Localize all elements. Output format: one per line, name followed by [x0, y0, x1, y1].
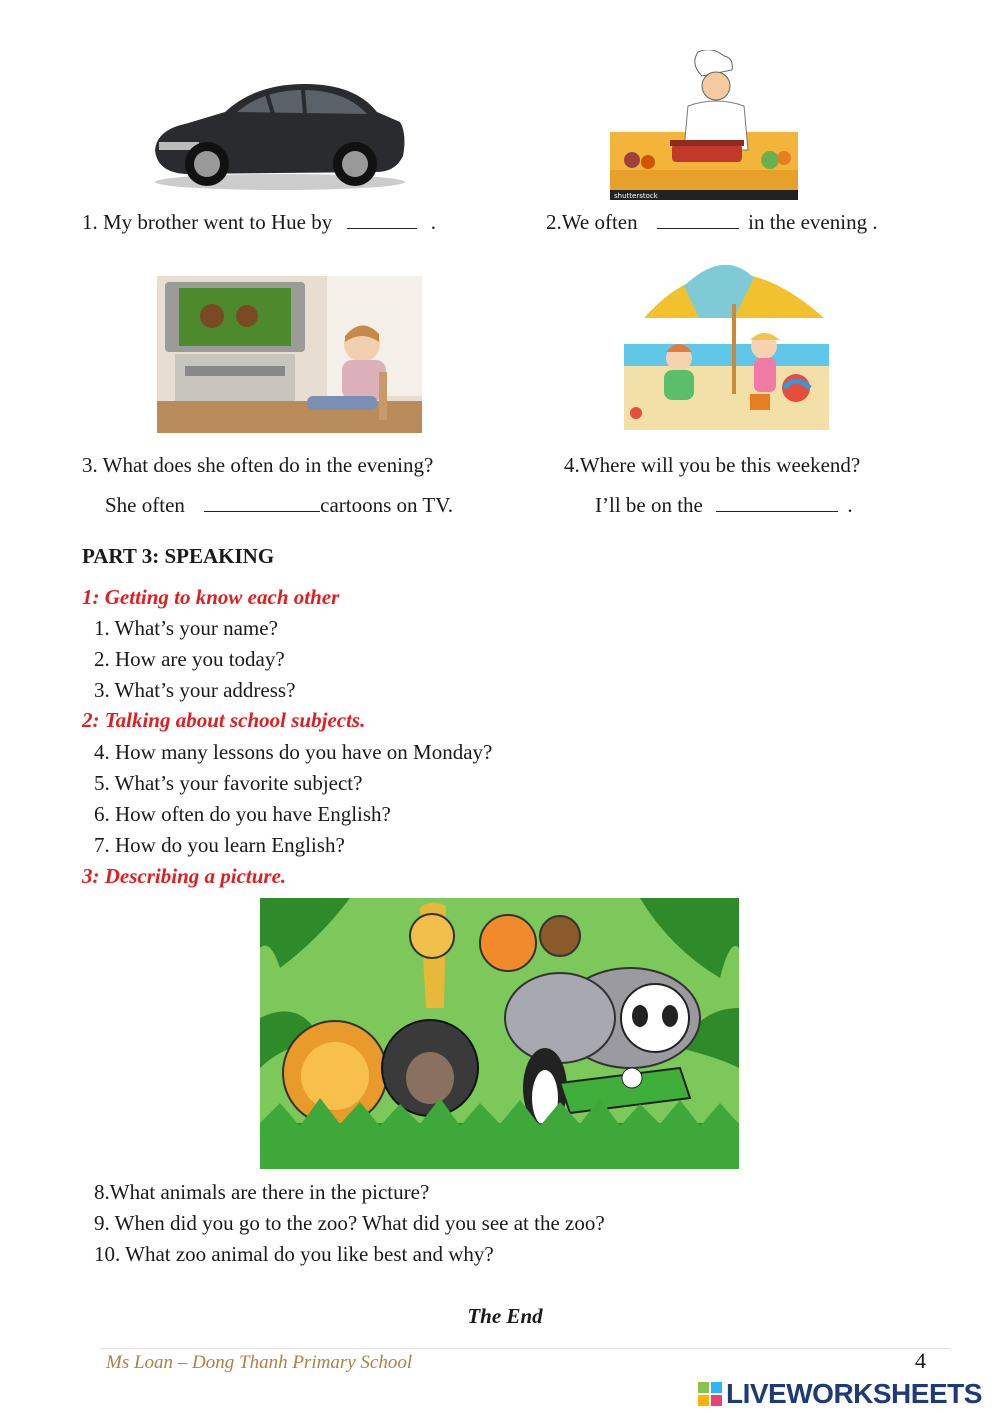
speaking-question-1: 1. What’s your name?	[94, 616, 278, 640]
speaking-question-2: 2. How are you today?	[94, 647, 285, 671]
question-3: 3. What does she often do in the evening?	[82, 453, 434, 477]
chef-cooking-picture	[610, 50, 798, 200]
answer-blank-3[interactable]	[204, 493, 320, 512]
question-2: 2.We often in the evening .	[546, 210, 878, 234]
speaking-question-5: 5. What’s your favorite subject?	[94, 771, 363, 795]
speaking-question-6: 6. How often do you have English?	[94, 802, 391, 826]
beach-picture	[624, 248, 829, 430]
speaking-question-10: 10. What zoo animal do you like best and why?	[94, 1242, 494, 1266]
answer-blank-2[interactable]	[657, 210, 739, 229]
answer-4: I’ll be on the .	[595, 493, 853, 517]
answer-blank-1[interactable]	[347, 210, 417, 229]
question-4: 4.Where will you be this weekend?	[564, 453, 861, 477]
liveworksheets-icon	[698, 1382, 722, 1406]
speaking-question-9: 9. When did you go to the zoo? What did you see at the zoo?	[94, 1211, 605, 1235]
liveworksheets-logo[interactable]	[698, 1378, 982, 1410]
section-2-title: 2: Talking about school subjects.	[82, 708, 366, 732]
zoo-animals-picture	[260, 898, 739, 1169]
end-text: The End	[467, 1304, 543, 1328]
child-watching-tv-picture	[157, 276, 422, 433]
speaking-question-7: 7. How do you learn English?	[94, 833, 345, 857]
car-picture	[145, 72, 410, 194]
part3-heading: PART 3: SPEAKING	[82, 544, 275, 568]
answer-blank-4[interactable]	[716, 493, 838, 512]
speaking-question-8: 8.What animals are there in the picture?	[94, 1180, 430, 1204]
footer-author: Ms Loan – Dong Thanh Primary School	[106, 1352, 413, 1373]
stock-watermark-label: shutterstock	[614, 192, 658, 200]
page-number: 4	[915, 1348, 926, 1373]
section-1-title: 1: Getting to know each other	[82, 585, 340, 609]
question-1: 1. My brother went to Hue by .	[82, 210, 436, 234]
section-3-title: 3: Describing a picture.	[82, 864, 287, 888]
liveworksheets-brand: LIVEWORKSHEETS	[726, 1378, 982, 1409]
speaking-question-3: 3. What’s your address?	[94, 678, 296, 702]
answer-3: She often cartoons on TV.	[105, 493, 453, 517]
footer-divider	[100, 1348, 950, 1349]
speaking-question-4: 4. How many lessons do you have on Monday?	[94, 740, 493, 764]
